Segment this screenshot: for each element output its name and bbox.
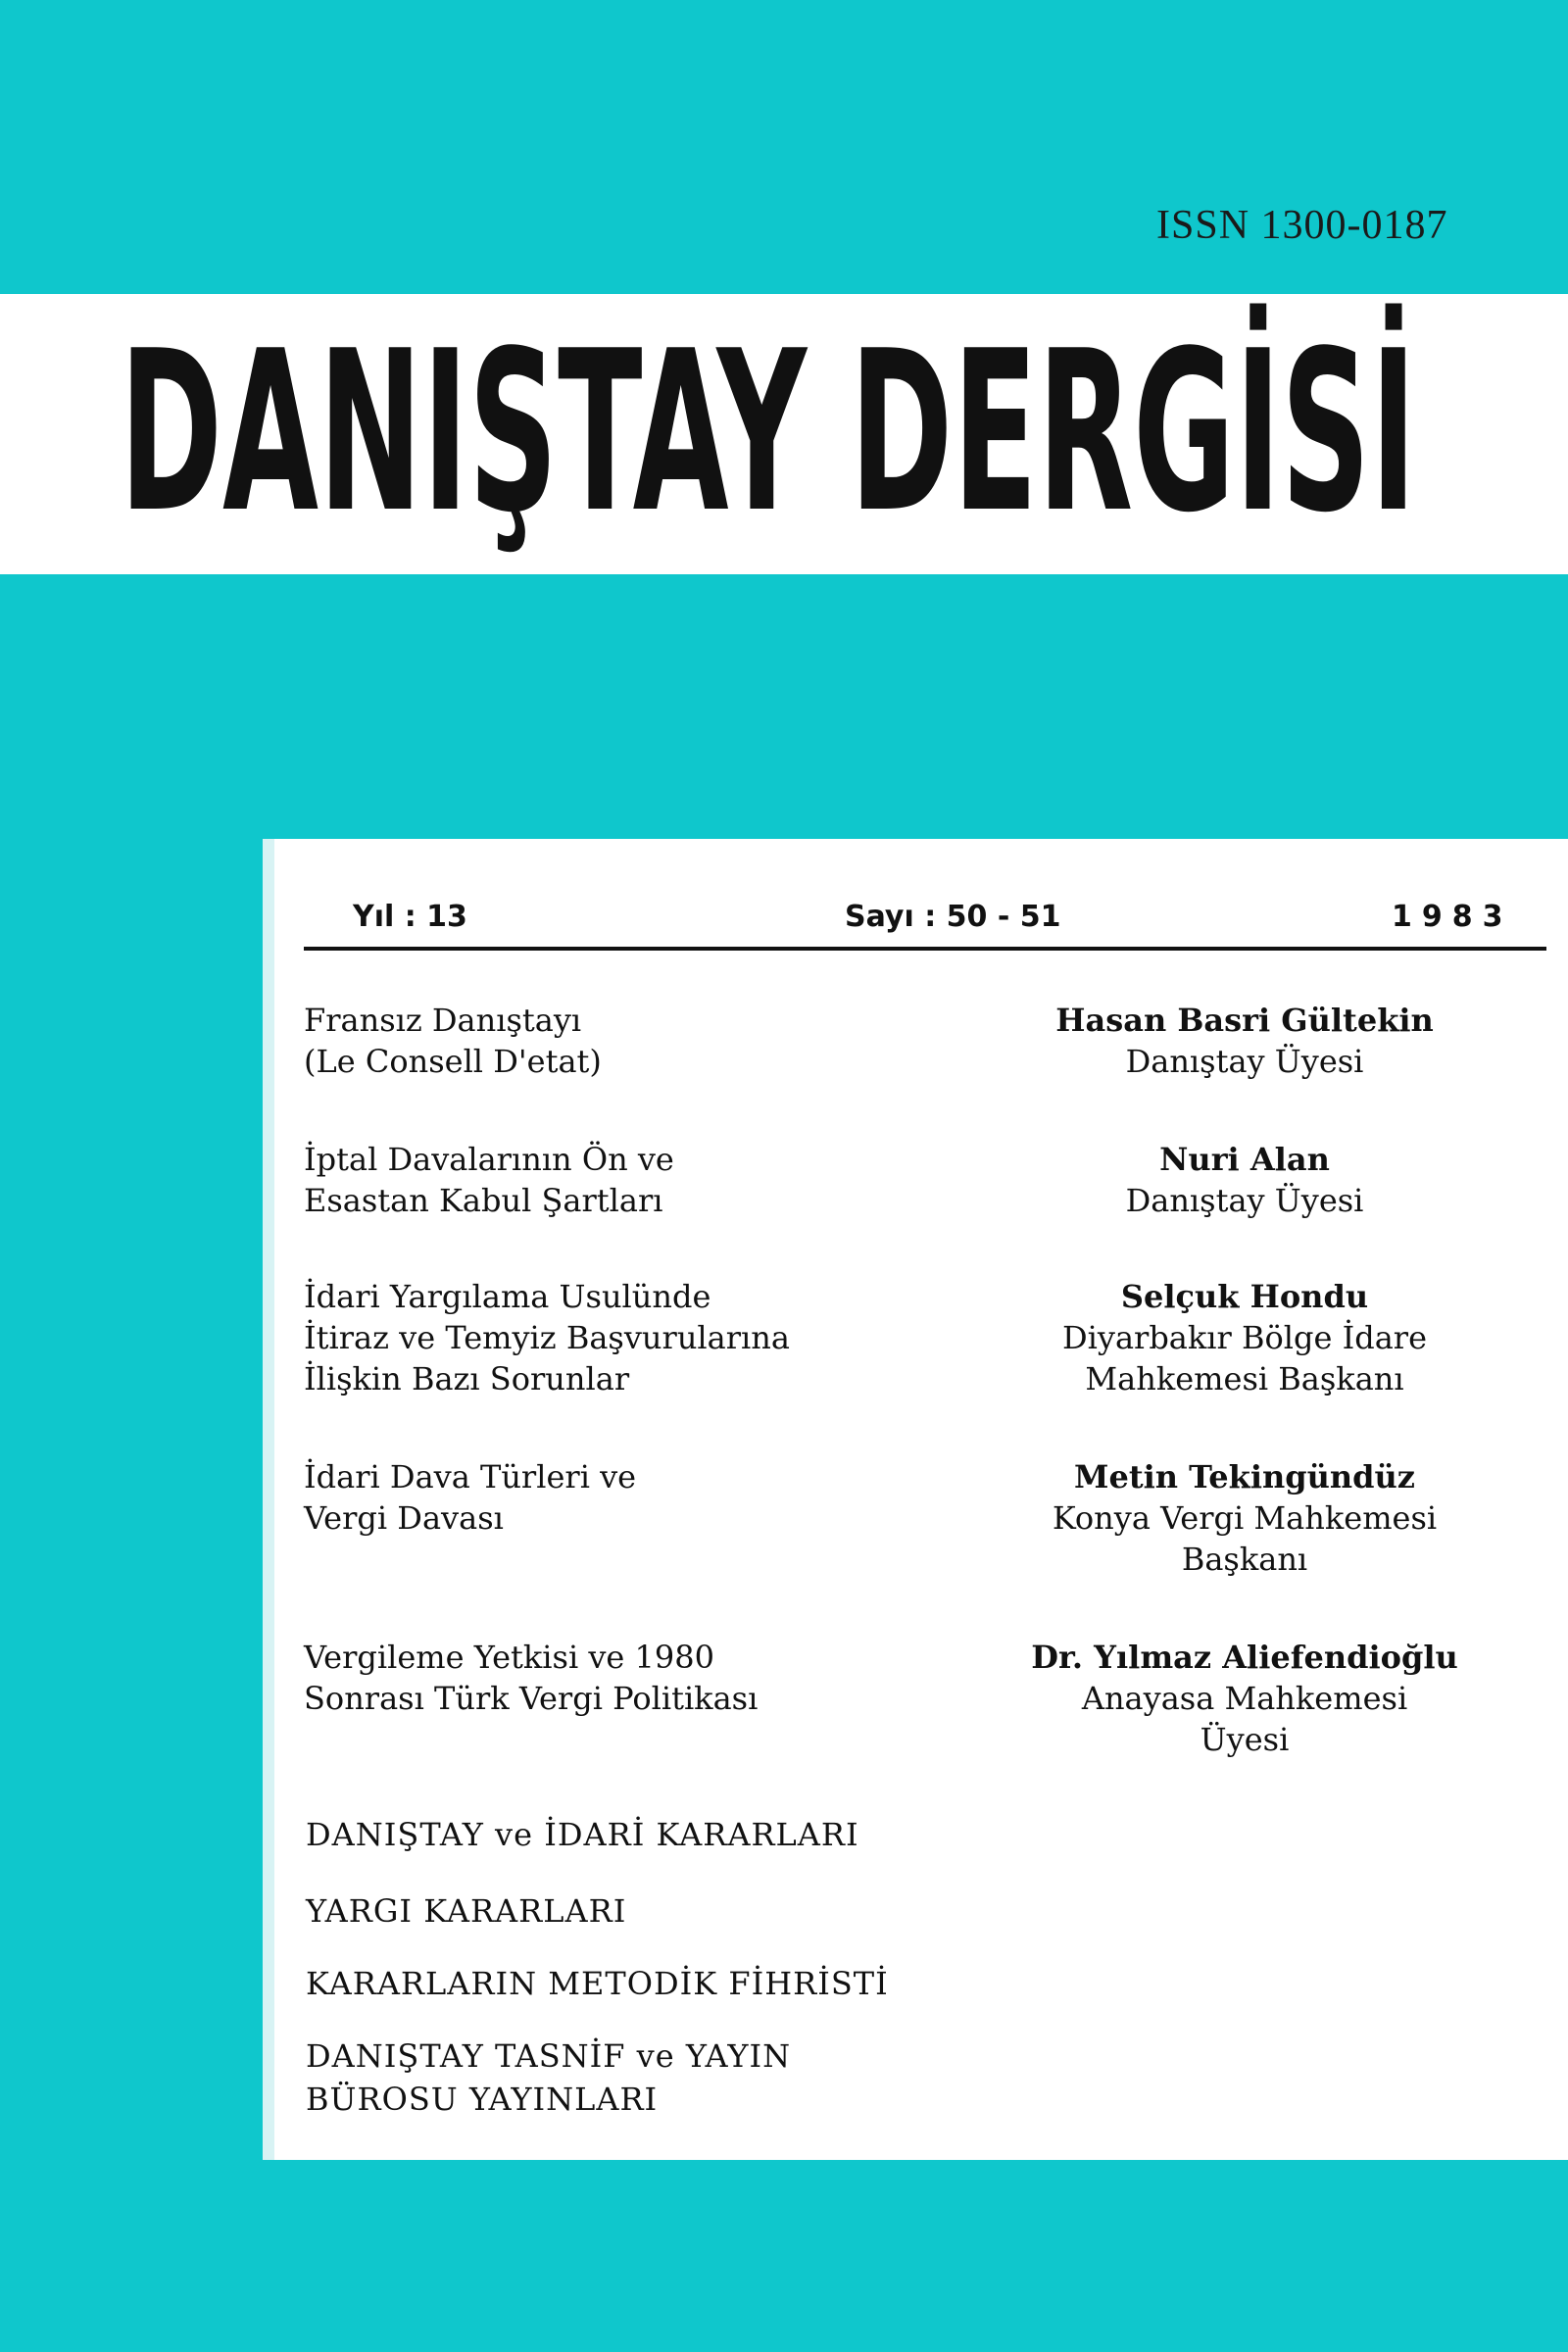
article-author — [951, 1139, 1539, 1221]
article-author — [951, 1456, 1539, 1580]
author-role-line: Başkanı — [1181, 1541, 1308, 1578]
author-role-line: Danıştay Üyesi — [1125, 1043, 1364, 1080]
article-title-line: Vergi Davası — [304, 1499, 504, 1537]
section-heading — [306, 1813, 1090, 1856]
author-name: Selçuk Hondu — [1120, 1278, 1369, 1315]
article-author — [951, 1000, 1539, 1082]
article-title-line: İptal Davalarının Ön ve — [304, 1141, 674, 1178]
article-title-line: Sonrası Türk Vergi Politikası — [304, 1680, 759, 1717]
article-title-line: Fransız Danıştayı — [304, 1002, 582, 1039]
journal-title: DANIŞTAY DERGİSİ — [120, 304, 1417, 562]
article-title-line: İtiraz ve Temyiz Başvurularına — [304, 1319, 790, 1356]
year-label: Yıl : 13 — [353, 900, 467, 934]
article-title — [304, 1139, 931, 1221]
issue-number: Sayı : 50 - 51 — [845, 900, 1061, 934]
article-title — [304, 1456, 931, 1539]
article-title-line: Esastan Kabul Şartları — [304, 1182, 663, 1219]
section-heading-line: BÜROSU YAYINLARI — [306, 2081, 659, 2118]
author-role-line: Diyarbakır Bölge İdare — [1061, 1319, 1428, 1356]
article-title-line: İdari Yargılama Usulünde — [304, 1278, 711, 1315]
section-heading — [306, 2034, 1090, 2121]
article-title — [304, 1000, 931, 1082]
author-name: Metin Tekingündüz — [1074, 1458, 1415, 1495]
article-title — [304, 1276, 931, 1399]
article-author — [951, 1637, 1539, 1760]
author-role-line: Anayasa Mahkemesi — [1081, 1680, 1408, 1717]
author-role-line: Üyesi — [1200, 1721, 1290, 1758]
header-rule — [304, 947, 1546, 951]
section-heading — [306, 1889, 1090, 1933]
section-heading-line: KARARLARIN METODİK FİHRİSTİ — [306, 1965, 889, 2002]
issue-meta-row — [304, 900, 1548, 949]
article-title-line: Vergileme Yetkisi ve 1980 — [304, 1639, 714, 1676]
panel-edge — [263, 839, 274, 2160]
article-title-line: İdari Dava Türleri ve — [304, 1458, 637, 1495]
publication-year: 1983 — [1392, 900, 1513, 934]
article-title-line: İlişkin Bazı Sorunlar — [304, 1360, 630, 1397]
author-name: Dr. Yılmaz Aliefendioğlu — [1031, 1639, 1458, 1676]
section-heading-line: YARGI KARARLARI — [306, 1892, 627, 1930]
article-author — [951, 1276, 1539, 1399]
section-heading-line: DANIŞTAY TASNİF ve YAYIN — [306, 2037, 792, 2075]
section-heading-line: DANIŞTAY ve İDARİ KARARLARI — [306, 1816, 859, 1853]
section-heading — [306, 1962, 1090, 2005]
article-title — [304, 1637, 931, 1719]
author-name: Nuri Alan — [1159, 1141, 1330, 1178]
author-role-line: Konya Vergi Mahkemesi — [1052, 1499, 1438, 1537]
issn-number: ISSN 1300-0187 — [1156, 203, 1448, 248]
author-name: Hasan Basri Gültekin — [1055, 1002, 1434, 1039]
author-role-line: Danıştay Üyesi — [1125, 1182, 1364, 1219]
article-title-line: (Le Consell D'etat) — [304, 1043, 602, 1080]
author-role-line: Mahkemesi Başkanı — [1085, 1360, 1404, 1397]
